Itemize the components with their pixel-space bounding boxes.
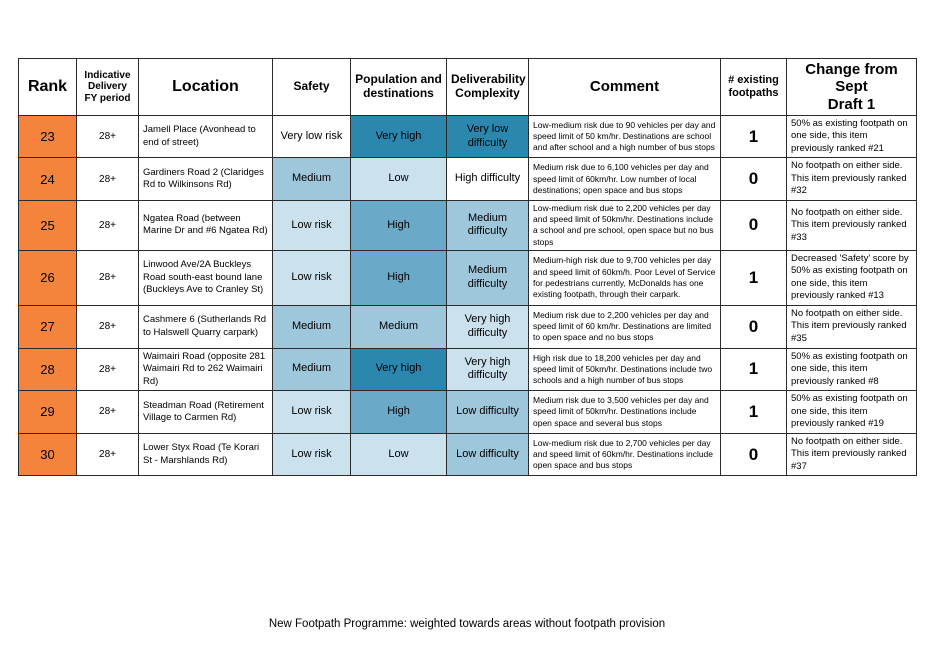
- cell-safety-score: Medium: [273, 158, 351, 201]
- cell-population-score: Medium: [351, 305, 447, 348]
- column-header-deliverability-complexity: [447, 59, 529, 116]
- cell-delivery-fy: 28+: [77, 348, 139, 391]
- column-header-indicative-delivery-fy-period: [77, 59, 139, 116]
- cell-delivery-fy: 28+: [77, 391, 139, 434]
- cell-location: Waimairi Road (opposite 281 Waimairi Rd to 262 Waimairi Rd): [139, 348, 273, 391]
- column-header-change-line1: Change from Sept: [805, 61, 898, 96]
- table-row: [19, 115, 917, 158]
- cell-deliverability-score: Very low difficulty: [447, 115, 529, 158]
- cell-location: Gardiners Road 2 (Claridges Rd to Wilkinsons Rd): [139, 158, 273, 201]
- cell-deliverability-score: High difficulty: [447, 158, 529, 201]
- footpath-programme-table: [18, 58, 917, 476]
- cell-existing-footpaths: 1: [721, 348, 787, 391]
- cell-location: Linwood Ave/2A Buckleys Road south-east bound lane (Buckleys Ave to Cranley St): [139, 250, 273, 305]
- cell-rank: 28: [19, 348, 77, 391]
- cell-deliverability-score: Medium difficulty: [447, 200, 529, 250]
- cell-existing-footpaths: 0: [721, 433, 787, 476]
- column-header-deliverability-line1: Deliverability: [451, 72, 526, 87]
- cell-deliverability-score: Low difficulty: [447, 391, 529, 434]
- cell-change-from-draft: No footpath on either side. This item previously ranked #33: [787, 200, 917, 250]
- cell-location: Jamell Place (Avonhead to end of street): [139, 115, 273, 158]
- column-header-deliverability-line2: Complexity: [455, 85, 520, 100]
- cell-population-score: High: [351, 391, 447, 434]
- cell-deliverability-score: Very high difficulty: [447, 305, 529, 348]
- table-row: [19, 348, 917, 391]
- cell-population-score: High: [351, 200, 447, 250]
- cell-rank: 26: [19, 250, 77, 305]
- column-header-existing-line1: # existing: [728, 74, 779, 87]
- cell-change-from-draft: 50% as existing footpath on one side, this item previously ranked #19: [787, 391, 917, 434]
- cell-population-score: Very high: [351, 348, 447, 391]
- cell-delivery-fy: 28+: [77, 250, 139, 305]
- cell-change-from-draft: No footpath on either side. This item previously ranked #35: [787, 305, 917, 348]
- cell-existing-footpaths: 1: [721, 250, 787, 305]
- table-body: [19, 115, 917, 476]
- cell-population-score: Very high: [351, 115, 447, 158]
- column-header-change-line2: Draft 1: [827, 95, 876, 113]
- column-header-fy-line1: Indicative: [84, 69, 131, 81]
- cell-delivery-fy: 28+: [77, 115, 139, 158]
- cell-deliverability-score: Low difficulty: [447, 433, 529, 476]
- cell-population-score: Low: [351, 158, 447, 201]
- cell-comment: Low-medium risk due to 90 vehicles per day and speed limit of 50 km/hr. Destinations are school and after school and a high number of bus stops: [529, 115, 721, 158]
- table-row: [19, 433, 917, 476]
- cell-comment: Medium-high risk due to 9,700 vehicles per day and speed limit of 60km/h. Poor Level of Service for pedestrians currently, McDonalds has one existing footpath, through their carpark.: [529, 250, 721, 305]
- cell-location: Cashmere 6 (Sutherlands Rd to Halswell Quarry carpark): [139, 305, 273, 348]
- column-header-comment: Comment: [529, 59, 721, 116]
- cell-change-from-draft: 50% as existing footpath on one side, this item previously ranked #8: [787, 348, 917, 391]
- table-row: [19, 250, 917, 305]
- table-header-row: [19, 59, 917, 116]
- table-row: [19, 305, 917, 348]
- cell-deliverability-score: Very high difficulty: [447, 348, 529, 391]
- column-header-rank: Rank: [19, 59, 77, 116]
- cell-change-from-draft: Decreased 'Safety' score by 50% as existing footpath on one side, this item previously ranked #13: [787, 250, 917, 305]
- cell-rank: 25: [19, 200, 77, 250]
- cell-delivery-fy: 28+: [77, 305, 139, 348]
- column-header-existing-footpaths: [721, 59, 787, 116]
- column-header-population-line2: destinations: [363, 85, 434, 100]
- table-row: [19, 158, 917, 201]
- cell-delivery-fy: 28+: [77, 433, 139, 476]
- table-row: [19, 391, 917, 434]
- cell-rank: 30: [19, 433, 77, 476]
- cell-rank: 27: [19, 305, 77, 348]
- column-header-change-from-sept-draft-1: [787, 59, 917, 116]
- cell-comment: High risk due to 18,200 vehicles per day and speed limit of 50km/hr. Destinations include two schools and a high number of bus stops: [529, 348, 721, 391]
- footpath-programme-table-container: [18, 58, 916, 476]
- cell-comment: Medium risk due to 3,500 vehicles per day and speed limit of 50km/hr. Destinations include open space and several bus stops: [529, 391, 721, 434]
- cell-safety-score: Low risk: [273, 250, 351, 305]
- table-row: [19, 200, 917, 250]
- cell-comment: Low-medium risk due to 2,700 vehicles per day and speed limit of 60km/hr. Destinations include open space and bus stops: [529, 433, 721, 476]
- cell-safety-score: Low risk: [273, 433, 351, 476]
- cell-rank: 29: [19, 391, 77, 434]
- column-header-existing-line2: footpaths: [728, 86, 779, 99]
- cell-safety-score: Medium: [273, 348, 351, 391]
- cell-safety-score: Very low risk: [273, 115, 351, 158]
- cell-comment: Low-medium risk due to 2,200 vehicles per day and speed limit of 50km/hr. Destinations include a school and pre school, open space but no bus stops: [529, 200, 721, 250]
- column-header-fy-line2: Delivery: [88, 81, 127, 93]
- cell-existing-footpaths: 0: [721, 200, 787, 250]
- cell-change-from-draft: No footpath on either side. This item previously ranked #37: [787, 433, 917, 476]
- column-header-population-line1: Population and: [355, 72, 442, 87]
- cell-location: Ngatea Road (between Marine Dr and #6 Ngatea Rd): [139, 200, 273, 250]
- cell-location: Steadman Road (Retirement Village to Carmen Rd): [139, 391, 273, 434]
- cell-rank: 24: [19, 158, 77, 201]
- cell-comment: Medium risk due to 2,200 vehicles per day and speed limit of 60 km/hr. Destinations are limited to open space and no bus stops: [529, 305, 721, 348]
- cell-population-score: High: [351, 250, 447, 305]
- column-header-population-destinations: [351, 59, 447, 116]
- cell-rank: 23: [19, 115, 77, 158]
- column-header-safety: Safety: [273, 59, 351, 116]
- column-header-fy-line3: FY period: [84, 92, 131, 104]
- cell-comment: Medium risk due to 6,100 vehicles per day and speed limit of 60km/hr. Low number of local destinations; open space and bus stops: [529, 158, 721, 201]
- cell-safety-score: Medium: [273, 305, 351, 348]
- cell-deliverability-score: Medium difficulty: [447, 250, 529, 305]
- column-header-location: Location: [139, 59, 273, 116]
- cell-delivery-fy: 28+: [77, 200, 139, 250]
- cell-existing-footpaths: 1: [721, 115, 787, 158]
- cell-population-score: Low: [351, 433, 447, 476]
- cell-delivery-fy: 28+: [77, 158, 139, 201]
- cell-location: Lower Styx Road (Te Korari St - Marshlands Rd): [139, 433, 273, 476]
- cell-existing-footpaths: 1: [721, 391, 787, 434]
- cell-change-from-draft: 50% as existing footpath on one side, this item previously ranked #21: [787, 115, 917, 158]
- cell-existing-footpaths: 0: [721, 305, 787, 348]
- footer-note: New Footpath Programme: weighted towards areas without footpath provision: [268, 618, 666, 630]
- cell-safety-score: Low risk: [273, 391, 351, 434]
- cell-change-from-draft: No footpath on either side. This item previously ranked #32: [787, 158, 917, 201]
- cell-safety-score: Low risk: [273, 200, 351, 250]
- cell-existing-footpaths: 0: [721, 158, 787, 201]
